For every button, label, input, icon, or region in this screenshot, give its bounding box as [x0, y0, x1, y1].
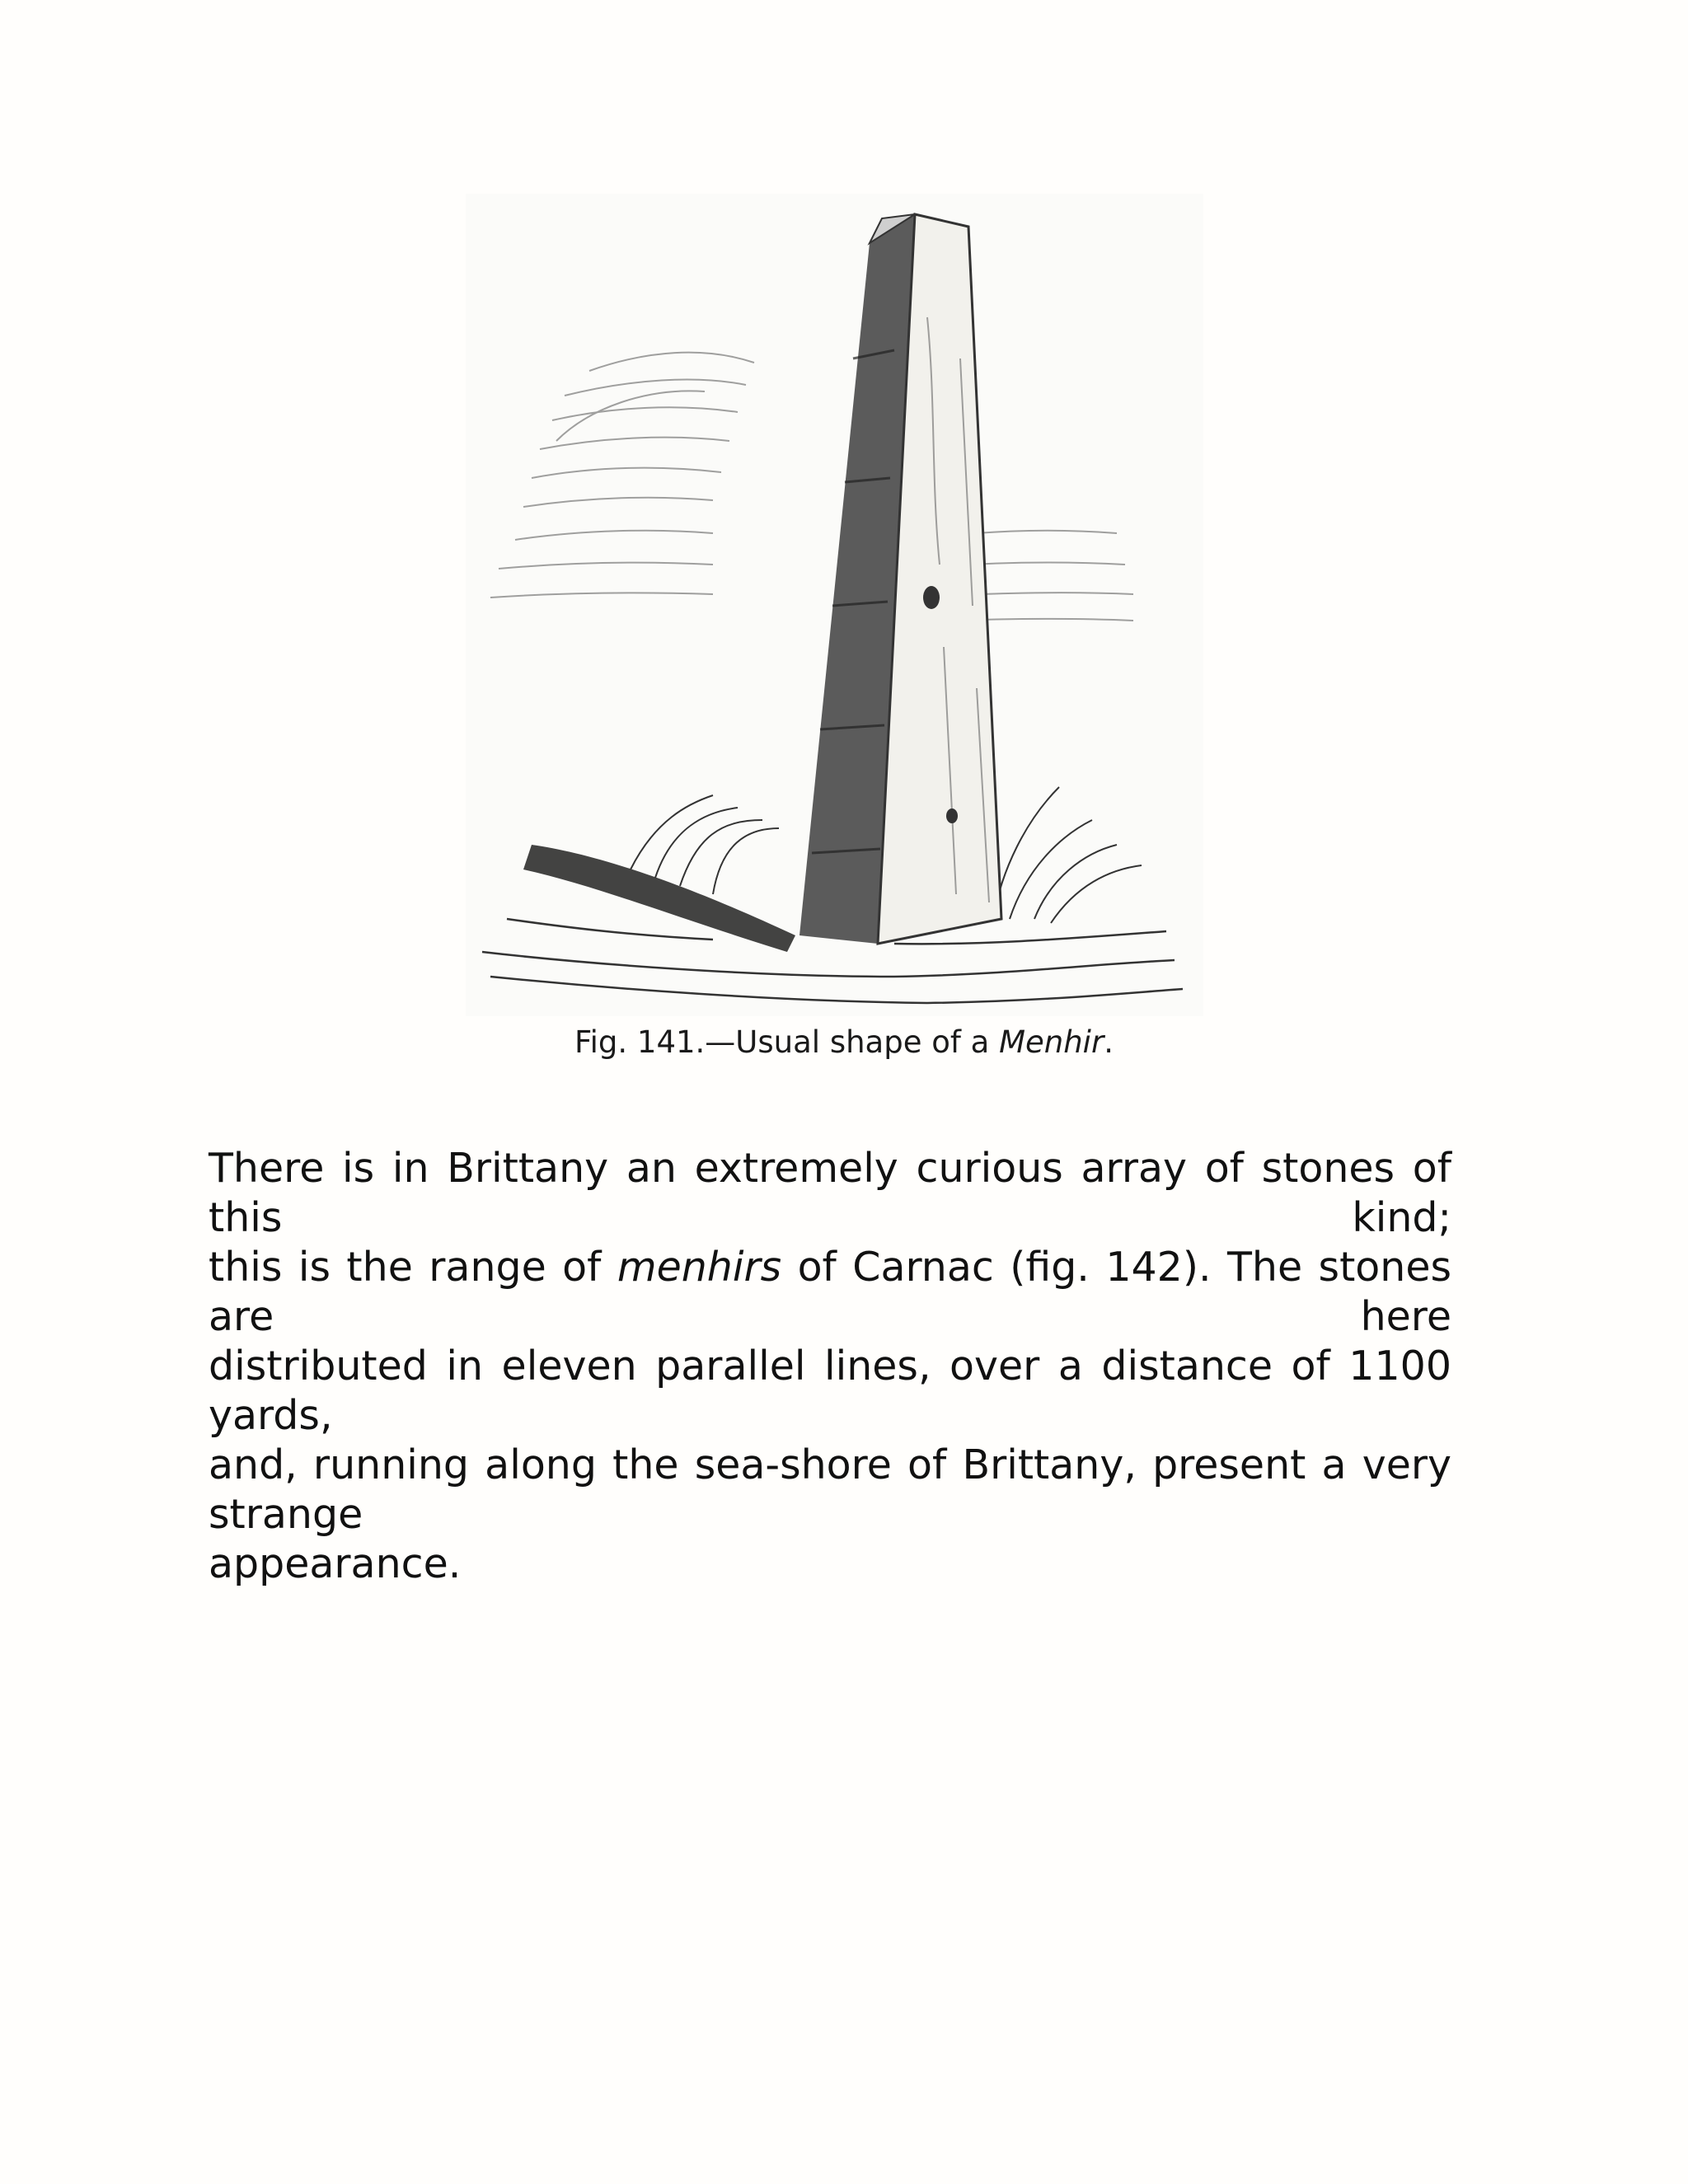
paragraph-line-4: and, running along the sea-shore of Brittany, present a very strange — [209, 1441, 1451, 1538]
caption-italic: Menhir — [999, 1024, 1104, 1060]
paragraph-line-2-b: of Carnac (fig. 142). The stones are here — [209, 1244, 1451, 1340]
paragraph-line-2 — [209, 1243, 1451, 1342]
figure-caption — [0, 1022, 1688, 1063]
paragraph-line-2-italic: menhirs — [617, 1244, 782, 1291]
paragraph-line-1: There is in Brittany an extremely curious array of stones of this kind; — [209, 1145, 1451, 1241]
paragraph-line-5: appearance. — [209, 1540, 462, 1587]
caption-suffix: . — [1104, 1024, 1114, 1060]
caption-prefix: Fig. 141.—Usual shape of a — [574, 1024, 1000, 1060]
menhir-illustration — [466, 194, 1203, 1016]
body-paragraph — [209, 1144, 1451, 1589]
paragraph-line-2-a: this is the range of — [209, 1244, 617, 1291]
paragraph-line-3: distributed in eleven parallel lines, over a distance of 1100 yards, — [209, 1343, 1451, 1439]
